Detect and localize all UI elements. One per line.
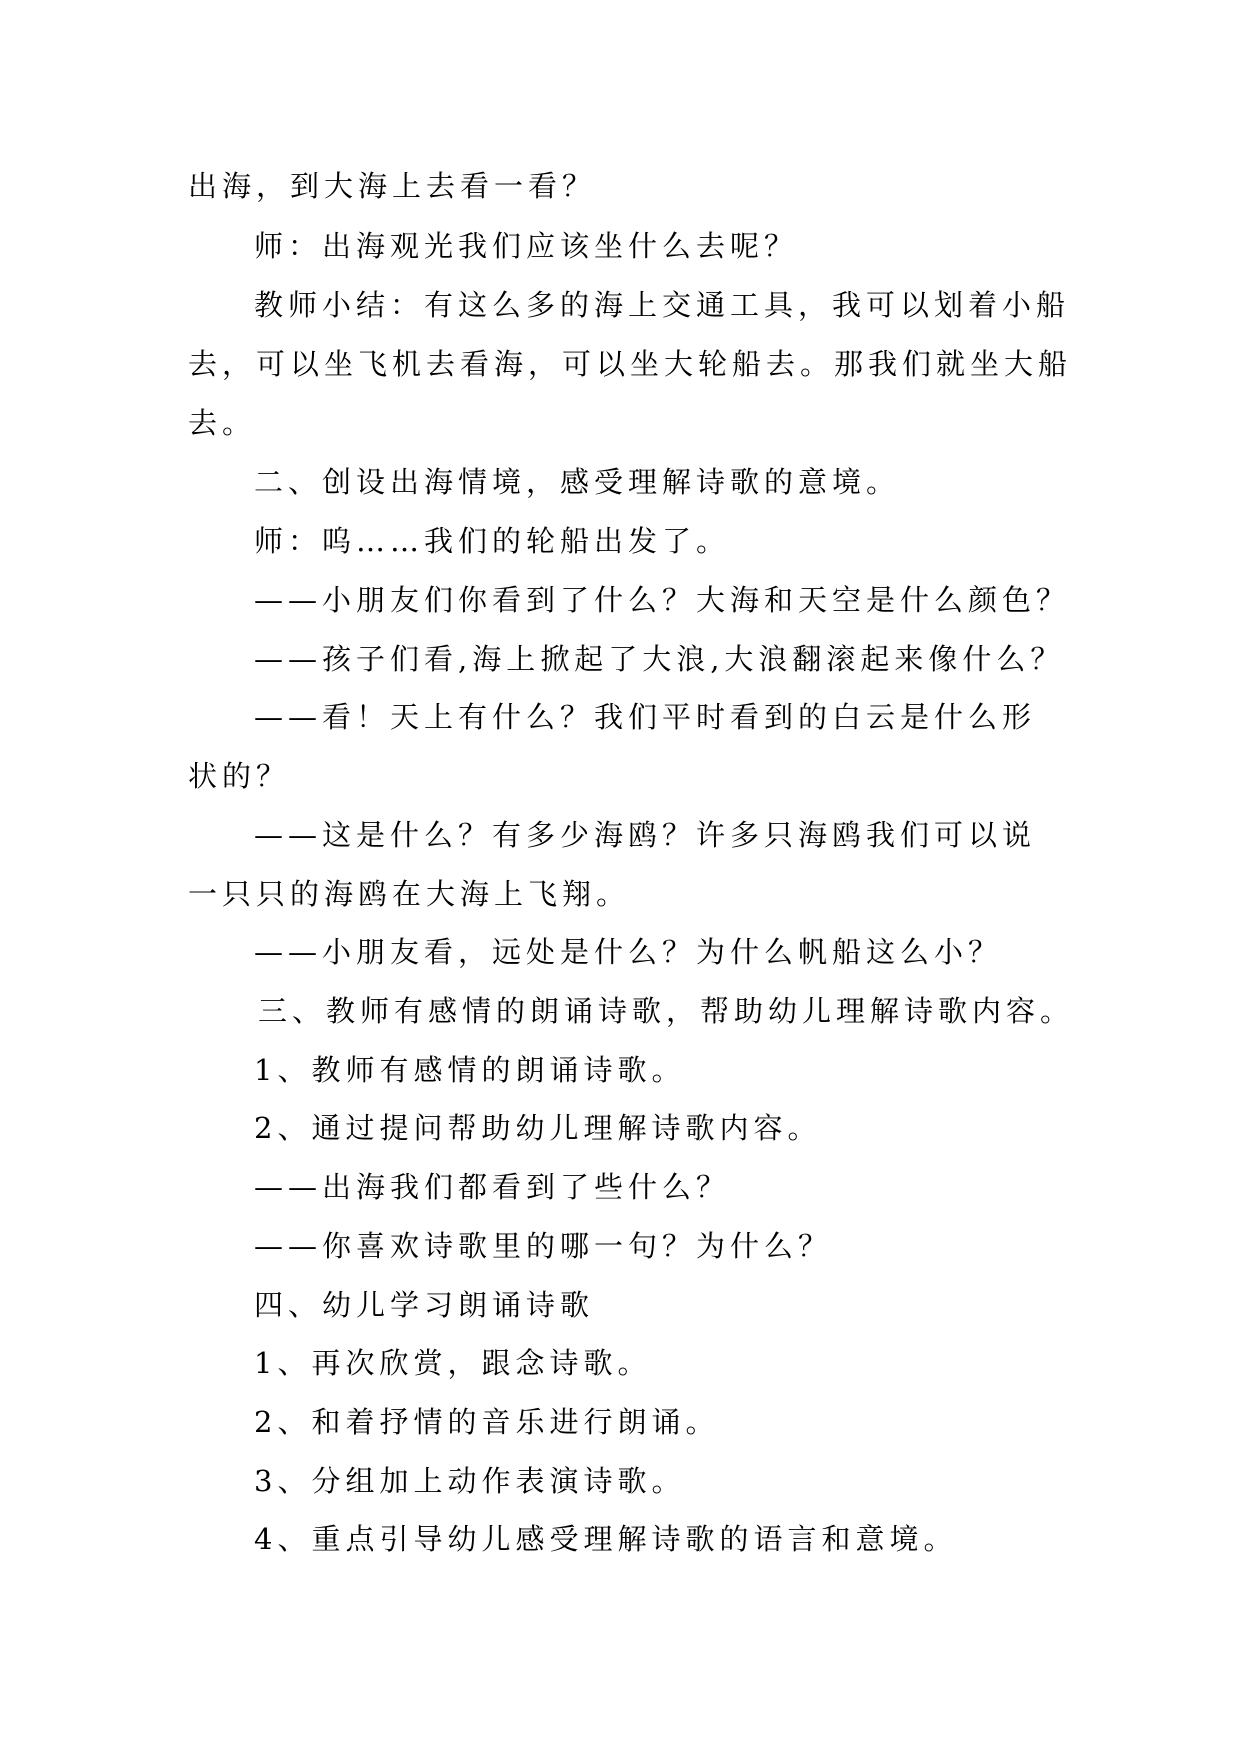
text-line: ——小朋友们你看到了什么？大海和天空是什么颜色？ [254, 583, 1071, 617]
list-item: 2、和着抒情的音乐进行朗诵。 [254, 1405, 720, 1439]
section-heading: 四、幼儿学习朗诵诗歌 [254, 1288, 595, 1322]
text-line: ——小朋友看，远处是什么？为什么帆船这么小？ [254, 935, 1003, 969]
text-line: 一只只的海鸥在大海上飞翔。 [188, 877, 631, 911]
list-item: 2、通过提问帮助幼儿理解诗歌内容。 [254, 1111, 822, 1145]
text-line: 去。 [188, 406, 257, 440]
section-heading: 二、创设出海情境，感受理解诗歌的意境。 [254, 465, 901, 499]
text-line: 状的？ [188, 759, 291, 793]
text-line: 去，可以坐飞机去看海，可以坐大轮船去。那我们就坐大船 [188, 347, 1073, 381]
text-line: ——你喜欢诗歌里的哪一句？为什么？ [254, 1229, 833, 1263]
text-line: 出海，到大海上去看一看？ [188, 169, 597, 203]
list-item: 1、再次欣赏，跟念诗歌。 [254, 1346, 652, 1380]
text-line: 师：呜……我们的轮船出发了。 [254, 524, 731, 558]
list-item: 1、教师有感情的朗诵诗歌。 [254, 1053, 686, 1087]
list-item: 3、分组加上动作表演诗歌。 [254, 1464, 686, 1498]
text-line: 教师小结：有这么多的海上交通工具，我可以划着小船 [254, 288, 1071, 322]
text-line: ——这是什么？有多少海鸥？许多只海鸥我们可以说 [254, 818, 1037, 852]
list-item: 4、重点引导幼儿感受理解诗歌的语言和意境。 [254, 1522, 958, 1556]
section-heading: 三、教师有感情的朗诵诗歌，帮助幼儿理解诗歌内容。 [258, 994, 1075, 1028]
text-line: 师：出海观光我们应该坐什么去呢？ [254, 229, 799, 263]
text-line: ——看！天上有什么？我们平时看到的白云是什么形 [254, 700, 1037, 734]
text-line: ——出海我们都看到了些什么？ [254, 1170, 731, 1204]
text-line: ——孩子们看,海上掀起了大浪,大浪翻滚起来像什么？ [254, 642, 1065, 676]
